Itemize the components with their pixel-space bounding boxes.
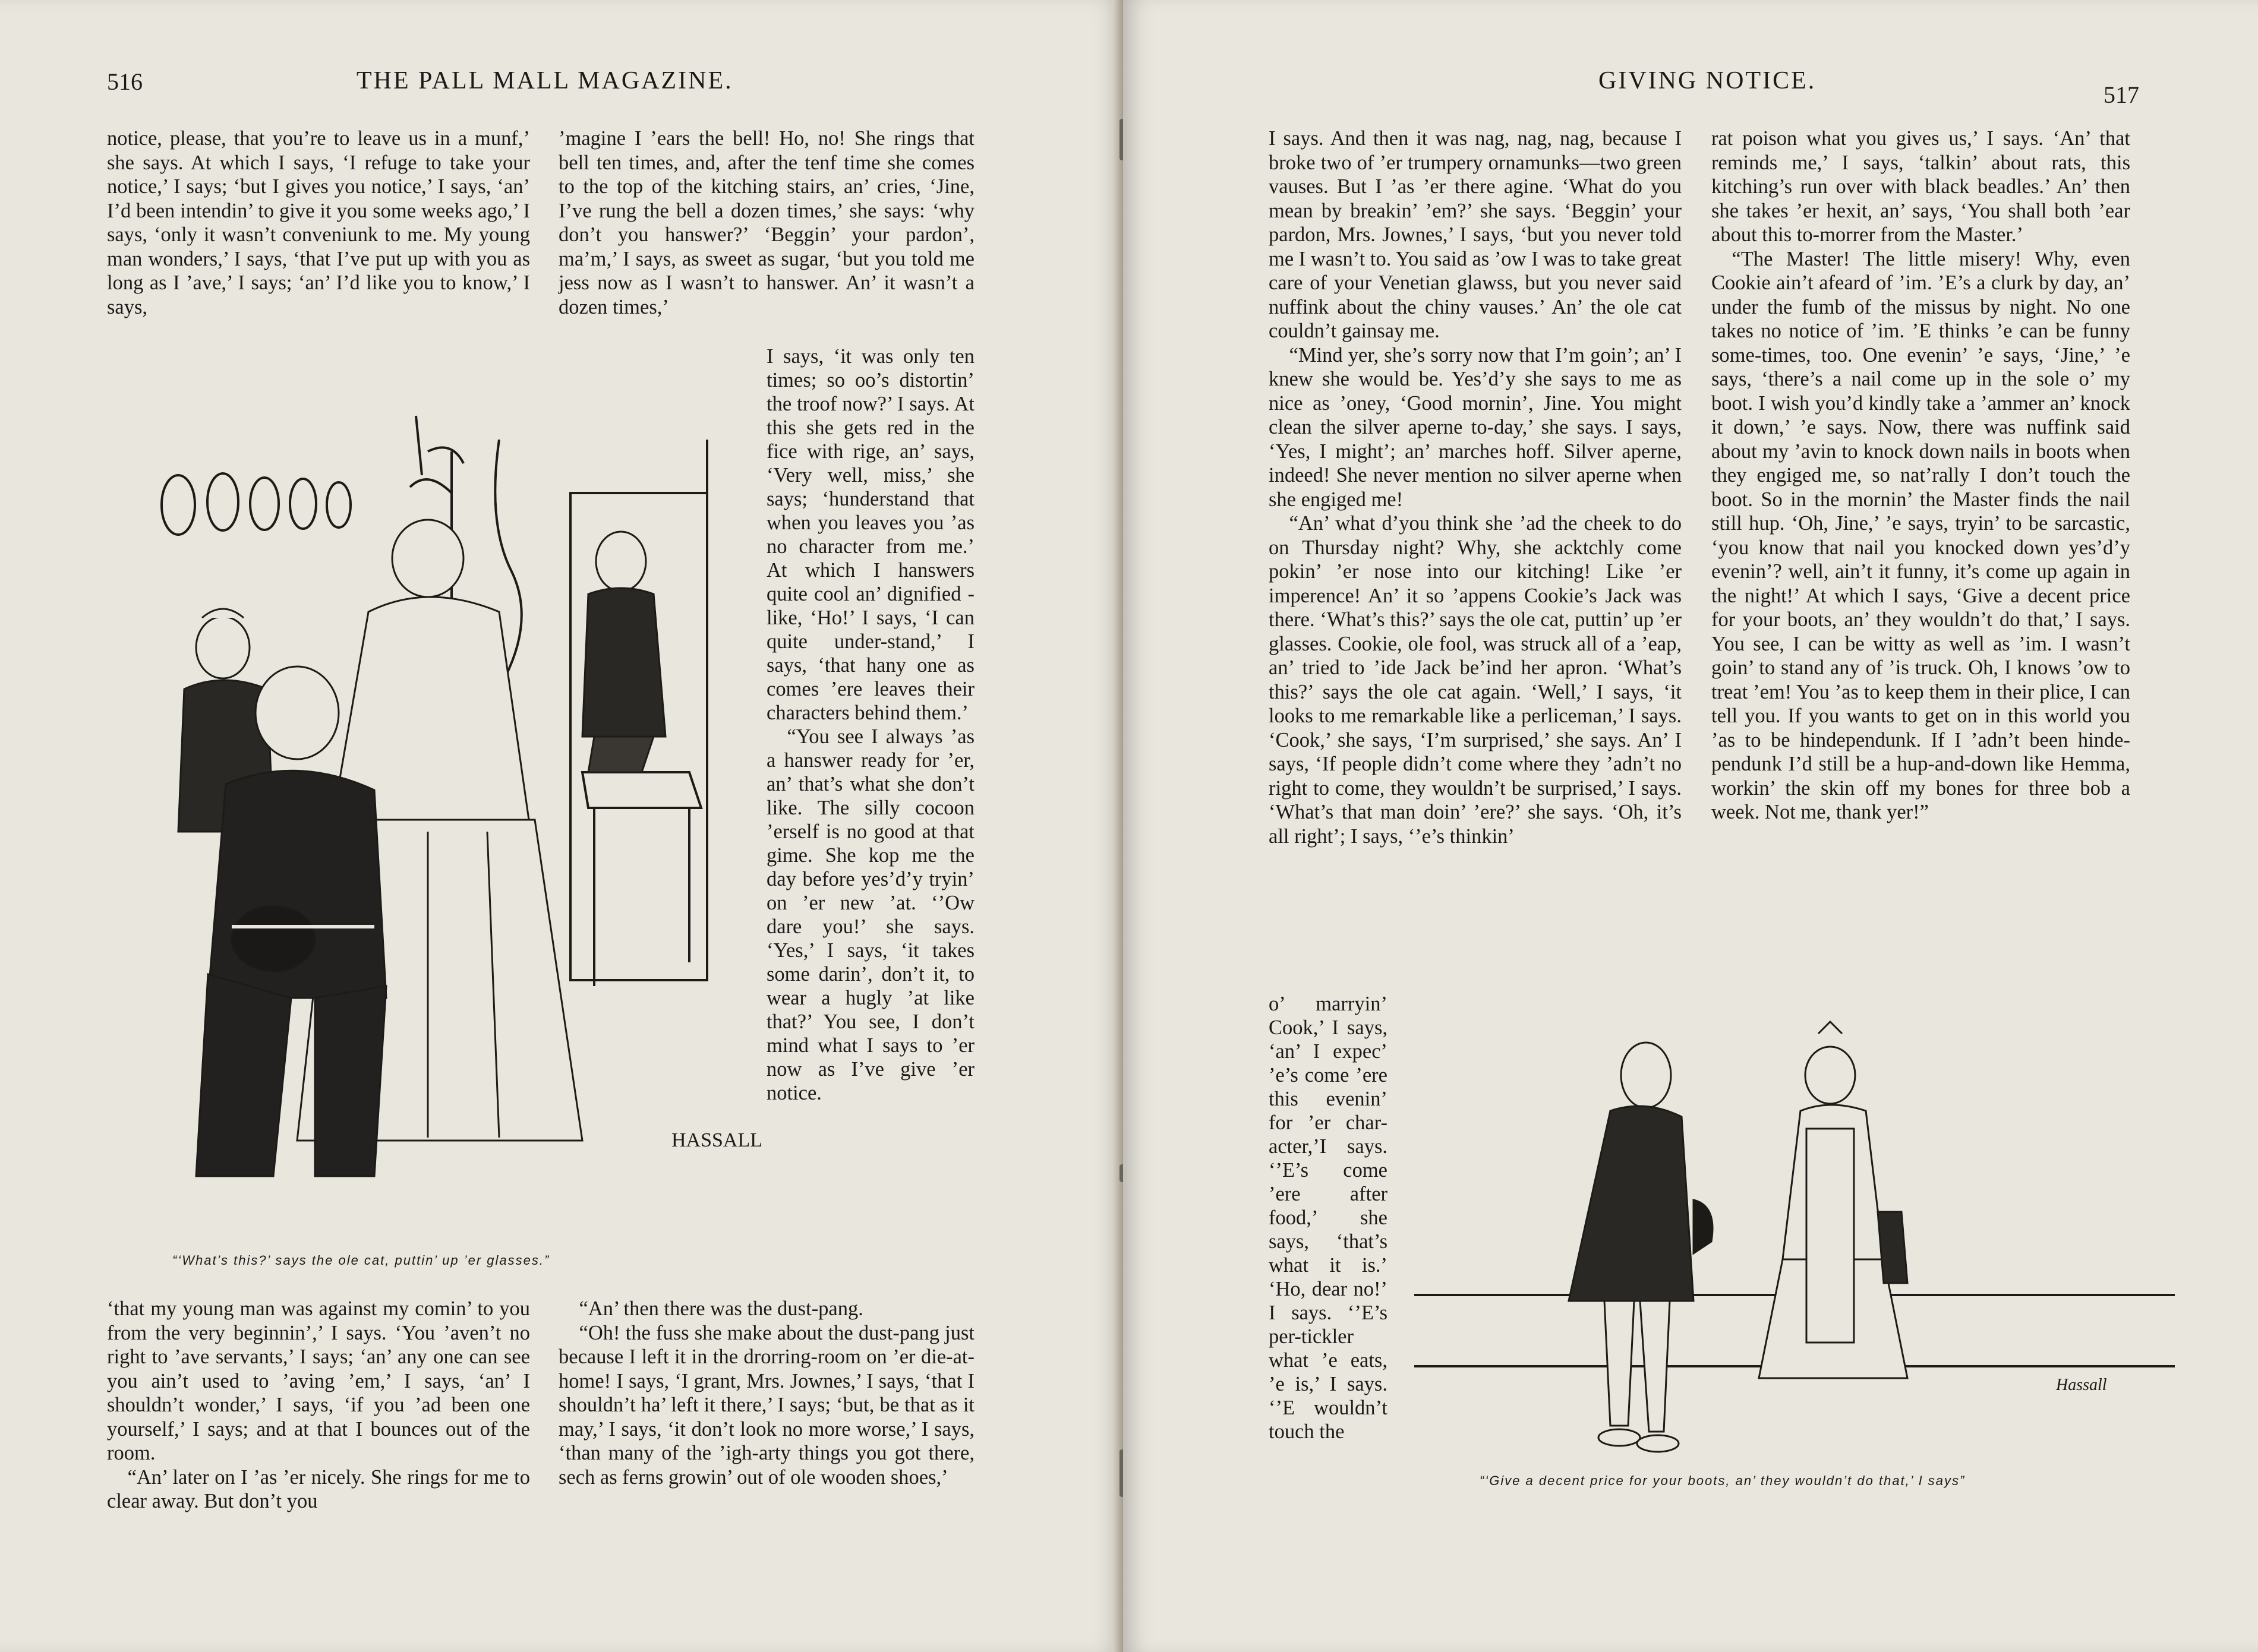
left-col2-bottom-text [559, 1297, 975, 1489]
left-col2-narrow-text [767, 345, 975, 1105]
right-col2-text [1711, 127, 2130, 825]
left-page [0, 0, 1123, 1652]
paragraph: notice, please, that you’re to leave us in a munf,’ she says. At which I says, ‘I refuge to take your notice,’ I says; ‘but I gives you notice,’ I says, ‘an’ I’d been intendin’ to give it you some weeks ago,’ I says, ‘only it wasn’t conveniunk to me. My young man wonders,’ I says, ‘that I’ve put up with you as long as I ’ave,’ I says; ‘an’ I’d like you to know,’ I says, [107, 127, 530, 318]
paragraph: o’ marryin’ Cook,’ I says, ‘an’ I expec’ ’e’s come ’ere this evenin’ for ’er char-acter,’I says. ‘’E’s come ’ere after food,’ she says, ‘that’s what it is.’ ‘Ho, dear no!’ I says. ‘’E’s per-tickler what ’e eats, ’e is,’ I says. ‘’E wouldn’t touch the [1269, 993, 1387, 1443]
paragraph: “You see I always ’as a hanswer ready for ’er, an’ that’s what she don’t like. The silly cocoon ’erself is no good at that gime. She kop me the day before yes’d’y tryin’ on ’er new ’at. ‘’Ow dare you!’ she says. ‘Yes,’ I says, ‘it takes some darin’, don’t it, to wear a hugly ’at like that?’ You see, I don’t mind what I says to ’er now as I’ve give ’er notice. [767, 725, 975, 1104]
left-running-head: THE PALL MALL MAGAZINE. [357, 67, 733, 94]
paragraph: I says, ‘it was only ten times; so oo’s distortin’ the troof now?’ I says. At this she gets red in the fice with rige, an’ says, ‘Very well, miss,’ she says; ‘hunderstand that when you leaves you ’as no character from me.’ At which I hanswers quite cool an’ dignified - like, ‘Ho!’ I says, ‘I can quite under-stand,’ I says, ‘that hany one as comes ’ere leaves their characters behind them.’ [767, 345, 975, 724]
right-running-head: GIVING NOTICE. [1598, 67, 1817, 94]
illustration-caption: “‘What’s this?’ says the ole cat, puttin’ up ’er glasses.” [172, 1253, 550, 1268]
right-page [1123, 0, 2258, 1652]
paragraph: “An’ what d’you think she ’ad the cheek to do on Thursday night? Why, she acktchly come pokin’ ’er nose into our kitching! Like ’er imperence! An’ it so ’appens Cookie’s Jack was there. ‘What’s this?’ says the ole cat, puttin’ up ’er glasses. Cookie, ole fool, was struck all of a ’eap, an’ tried to ’ide Jack be’ind her apron. ‘What’s this?’ says the ole cat again. ‘Well,’ I says, ‘it looks to me remarkable like a perliceman,’ I says. ‘Cook,’ she says, ‘I’m surprised,’ she says. An’ I says, ‘If people didn’t come where they ’adn’t no right to come, they wouldn’t be surprised,’ I says. ‘What’s that man doin’ ’ere?’ she says. ‘Oh, it’s all right’; I says, ‘’e’s thinkin’ [1269, 512, 1682, 848]
paragraph: “An’ later on I ’as ’er nicely. She rings for me to clear away. But don’t you [107, 1465, 530, 1512]
paragraph: “The Master! The little misery! Why, even Cookie ain’t afeard of ’im. ’E’s a clurk by day, an’ under the fumb of the missus by night. No one takes no notice of ’im. ’E thinks ’e can be funny some-times, too. One evenin’ ’e says, ‘Jine,’ ’e says, ‘there’s a nail come up in the sole o’ my boot. I wish you’d kindly take a ’ammer an’ knock it down,’ ’e says. Now, there was nuffink said about my ’avin to knock down nails in boots when they engiged me, so nat’rally I don’t touch the boot. So in the mornin’ the Master finds the nail still hup. ‘Oh, Jine,’ ’e says, tryin’ to be sarcastic, ‘you know that nail you knocked down yes’d’y evenin’? well, ain’t it funny, it’s come up again in the night!’ At which I says, ‘Give a decent price for your boots, an’ they wouldn’t do that,’ I says. You see, I can be witty as well as ’im. I wasn’t goin’ to stand any of ’is truck. Oh, I knows ’ow to treat ’em! You ’as to keep them in their plice, I can tell you. If you wants to get on in this world you ’as to be hindependunk. If I ’adn’t been hinde-pendunk I’d still be a hup-and-down like Hemma, workin’ the skin off my bones for three bob a week. Not me, thank yer!” [1711, 247, 2130, 823]
right-col1-narrow-text [1269, 992, 1387, 1443]
paragraph: “Mind yer, she’s sorry now that I’m goin’; an’ I knew she would be. Yes’d’y she says to me as nice as ’oney, ‘Good mornin’, Jine. You might clean the silver aperne to-day,’ she says. I says, ‘Yes, I might’; an’ marches hoff. Silver aperne, indeed! She never mention no silver aperne when she engiged me! [1269, 343, 1682, 511]
left-col2-top-text [559, 127, 975, 319]
kitchen-illustration [119, 404, 763, 1200]
illustration-caption: “‘Give a decent price for your boots, an’ they wouldn’t do that,’ I says” [1480, 1473, 1966, 1488]
paragraph: rat poison what you gives us,’ I says. ‘An’ that reminds me,’ I says, ‘talkin’ about rats, this kitching’s run over with black beadles.’ An’ then she takes ’er hexit, an’ says, ‘You shall both ’ear about this to-morrer from the Master.’ [1711, 127, 2130, 246]
paragraph: I says. And then it was nag, nag, nag, because I broke two of ’er trumpery ornamunks—two green vauses. But I ’as ’er there agine. ‘What do you mean by breakin’ ’em?’ she says. ‘Beggin’ your pardon, Mrs. Jownes,’ I says, ‘but you never told me I wasn’t to. You said as ’ow I was to take great care of your Venetian glawss, but you never said nuffink about the chiny vauses.’ An’ the ole cat couldn’t gainsay me. [1269, 127, 1682, 342]
paragraph: ’magine I ’ears the bell! Ho, no! She rings that bell ten times, and, after the tenf time she comes to the top of the kitching stairs, an’ cries, ‘Jine, I’ve rung the bell a dozen times,’ she says: ‘why don’t you hanswer?’ ‘Beggin’ your pardon’, ma’m,’ I says, as sweet as sugar, ‘but you told me jess now as I wasn’t to hanswer. An’ it wasn’t a dozen times,’ [559, 127, 975, 318]
right-page-number: 517 [2104, 81, 2139, 108]
paragraph: “Oh! the fuss she make about the dust-pang just because I left it in the drorring-room on ’er die-at-home! I says, ‘I grant, Mrs. Jownes,’ I says, ‘that I shouldn’t ha’ left it there,’ I says; ‘but, be that as it may,’ I says, ‘it don’t look no more worse,’ I says, ‘than many of the ’igh-arty things you got there, sech as ferns growin’ out of ole wooden shoes,’ [559, 1321, 975, 1489]
artist-signature: Hassall [2056, 1376, 2107, 1394]
paragraph: ‘that my young man was against my comin’ to you from the very beginnin’,’ I says. ‘You ’aven’t no right to ’ave servants,’ I says; ‘an’ any one can see you ain’t used to ’aving ’em,’ I says, ‘an’ I shouldn’t wonder,’ I says, ‘if you ’ad been one yourself,’ I says; and at that I bounces out of the room. [107, 1297, 530, 1464]
artist-signature: HASSALL [671, 1129, 763, 1151]
left-col1-top-text [107, 127, 530, 319]
left-page-number: 516 [107, 68, 143, 95]
master-and-maid-illustration [1414, 1022, 2175, 1455]
right-col1-text [1269, 127, 1682, 848]
left-col1-bottom-text [107, 1297, 530, 1514]
paragraph: “An’ then there was the dust-pang. [579, 1297, 863, 1320]
